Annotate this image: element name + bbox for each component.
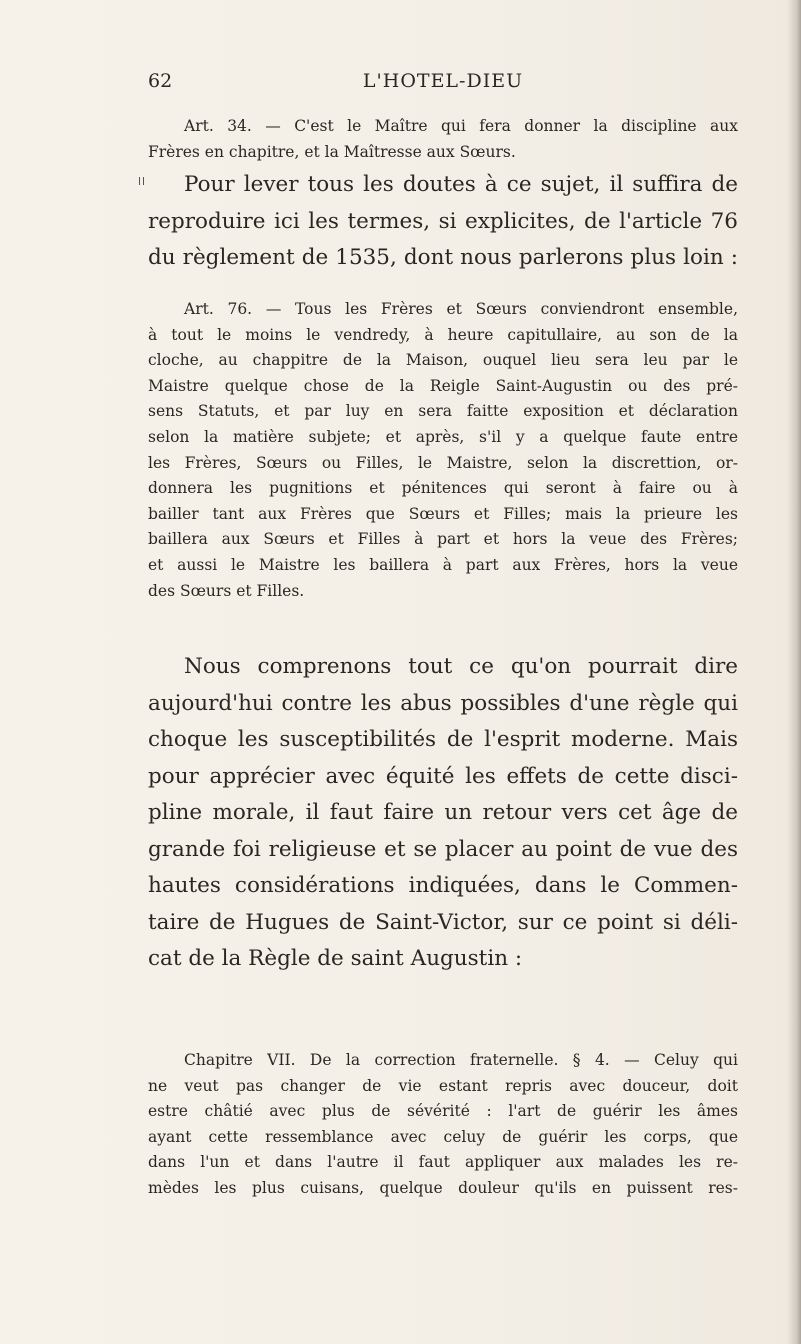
text-line: cloche, au chappitre de la Maison, ouquel lieu sera leu par le [148, 351, 738, 370]
text-line: selon la matière subjete; et après, s'il y a quelque faute entre [148, 427, 738, 446]
text-line: estre châtié avec plus de sévérité : l'art de guérir les âmes [148, 1102, 738, 1121]
text-line: Chapitre VII. De la correction fraternelle. § 4. — Celuy qui [184, 1051, 738, 1069]
page-header [148, 70, 738, 98]
text-line: sens Statuts, et par luy en sera faitte exposition et déclaration [148, 402, 738, 421]
text-line: pour apprécier avec équité les effets de cette disci- [148, 763, 738, 789]
text-line: Art. 76. — Tous les Frères et Sœurs conviendront ensemble, [184, 300, 738, 318]
text-line: ne veut pas changer de vie estant repris avec douceur, doit [148, 1076, 738, 1095]
text-line: à tout le moins le vendredy, à heure capitullaire, au son de la [148, 325, 738, 344]
intro-paragraph [148, 167, 738, 277]
text-line: et aussi le Maistre les baillera à part aux Frères, hors la veue [148, 555, 738, 574]
text-line: du règlement de 1535, dont nous parlerons plus loin : [148, 245, 738, 270]
text-line: taire de Hugues de Saint-Victor, sur ce point si déli- [148, 909, 738, 935]
running-title: L'HOTEL-DIEU [362, 70, 524, 92]
text-line: Maistre quelque chose de la Reigle Saint-Augustin ou des pré- [148, 376, 738, 395]
text-line: pline morale, il faut faire un retour vers cet âge de [148, 800, 738, 825]
text-line: dans l'un et dans l'autre il faut appliquer aux malades les re- [148, 1153, 738, 1172]
text-line: Art. 34. — C'est le Maître qui fera donner la discipline aux [184, 117, 738, 135]
text-line: hautes considérations indiquées, dans le Commen- [148, 873, 738, 898]
text-line: grande foi religieuse et se placer au point de vue des [148, 836, 738, 862]
page-edge-shadow [787, 0, 801, 1344]
text-line: des Sœurs et Filles. [148, 581, 305, 600]
margin-mark-icon [139, 177, 144, 185]
text-line: ayant cette ressemblance avec celuy de guérir les corps, que [148, 1127, 738, 1146]
chapitre-vii-quotation [148, 1048, 738, 1202]
article-76-quotation [148, 297, 738, 604]
text-line: cat de la Règle de saint Augustin : [148, 946, 523, 971]
text-line: reproduire ici les termes, si explicites, de l'article 76 [148, 208, 738, 234]
text-line: donnera les pugnitions et pénitences qui seront à faire ou à [148, 479, 738, 498]
text-line: baillera aux Sœurs et Filles à part et hors la veue des Frères; [148, 530, 738, 549]
text-line: choque les susceptibilités de l'esprit moderne. Mais [148, 727, 738, 752]
article-34-paragraph [148, 114, 738, 165]
text-line: bailler tant aux Frères que Sœurs et Filles; mais la prieure les [148, 504, 738, 523]
text-line: mèdes les plus cuisans, quelque douleur qu'ils en puissent res- [148, 1178, 738, 1197]
text-line: les Frères, Sœurs ou Filles, le Maistre, selon la discrettion, or- [148, 453, 738, 472]
text-line: Pour lever tous les doutes à ce sujet, il suffira de [184, 172, 738, 197]
text-line: aujourd'hui contre les abus possibles d'une règle qui [148, 690, 738, 716]
text-line: Frères en chapitre, et la Maîtresse aux Sœurs. [148, 142, 516, 161]
commentary-paragraph [148, 649, 738, 978]
page-number: 62 [148, 70, 173, 92]
text-line: Nous comprenons tout ce qu'on pourrait dire [184, 654, 738, 679]
